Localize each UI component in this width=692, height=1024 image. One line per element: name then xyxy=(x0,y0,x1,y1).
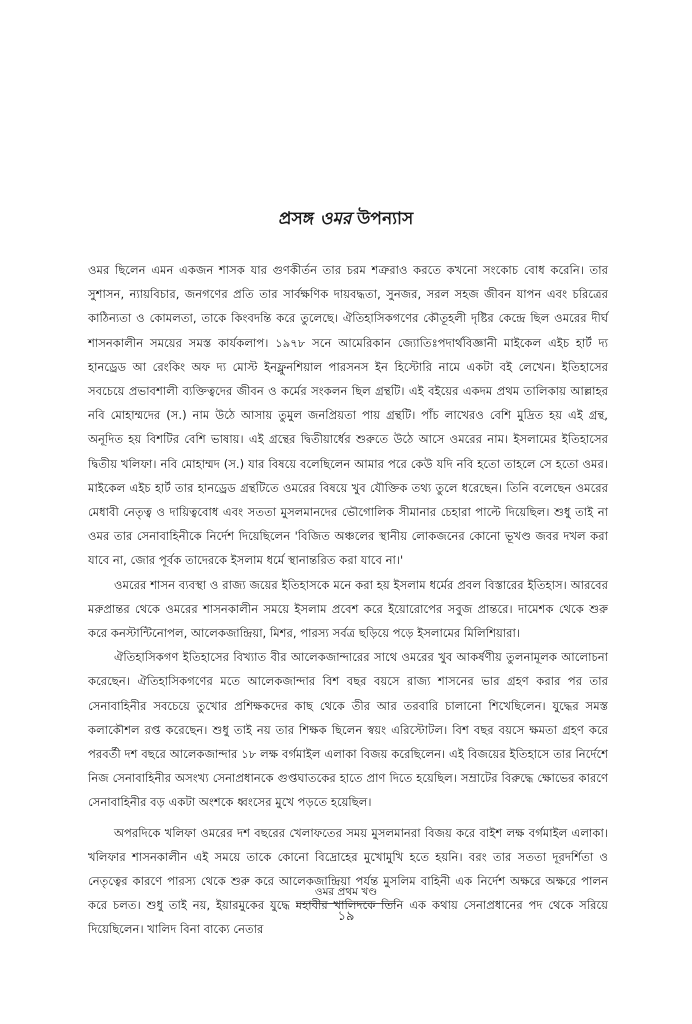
title-italic: ওমর xyxy=(319,209,352,229)
title-suffix: উপন্যাস xyxy=(357,209,414,229)
paragraph: অপরদিকে খলিফা ওমরের দশ বছরের খেলাফতের সময় মুসলমানরা বিজয় করে বাইশ লক্ষ বর্গমাইল এলাকা। খলিফার শাসনকালীন এই সময়ে তাকে কোনো বিদ্রোহের মুখোমুখি হতে হয়নি। বরং তার সততা দূরদর্শিতা ও নেতৃত্বের কারণে পারস্য থেকে শুরু করে আলেকজান্দ্রিয়া পর্যন্ত মুসলিম বাহিনী এক নির্দেশ অক্ষরে অক্ষরে পালন করে চলত। শুধু তাই নয়, ইয়ারমুকের যুদ্ধে মহাবীর খালিদকে তিনি এক কথায় সেনাপ্রধানের পদ থেকে সরিয়ে দিয়েছিলেন। খালিদ বিনা বাক্যে নেতার xyxy=(88,825,608,937)
body-text xyxy=(88,258,608,942)
paragraph: ঐতিহাসিকগণ ইতিহাসের বিখ্যাত বীর আলেকজান্দারের সাথে ওমরের খুব আকর্ষণীয় তুলনামূলক আলোচনা করেছেন। ঐতিহাসিকগণের মতে আলেকজান্দার বিশ বছর বয়সে রাজ্য শাসনের ভার গ্রহণ করার পর তার সেনাবাহিনীর সবচেয়ে তুখোর প্রশিক্ষকদের কাছ থেকে তীর আর তরবারি চালানো শিখেছিলেন। যুদ্ধের সমস্ত কলাকৌশল রপ্ত করেছেন। শুধু তাই নয় তার শিক্ষক ছিলেন স্বয়ং এরিস্টোটল। বিশ বছর বয়সে ক্ষমতা গ্রহণ করে পরবর্তী দশ বছরে আলেকজান্দার ১৮ লক্ষ বর্গমাইল এলাকা বিজয় করেছিলেন। এই বিজয়ের ইতিহাসে তার নির্দেশে নিজ সেনাবাহিনীর অসংখ্য সেনাপ্রধানকে গুপ্তঘাতকের হাতে প্রাণ দিতে হয়েছিল। সম্রাটের বিরুদ্ধে ক্ষোভের কারণে সেনাবাহিনীর বড় একটা অংশকে ধ্বংসের মুখে পড়তে হয়েছিল। xyxy=(88,650,608,810)
page-title xyxy=(0,206,692,234)
paragraph: ওমর ছিলেন এমন একজন শাসক যার গুণকীর্তন তার চরম শত্রুরাও করতে কখনো সংকোচ বোধ করেনি। তার সুশাসন, ন্যায়বিচার, জনগণের প্রতি তার সার্বক্ষণিক দায়বদ্ধতা, সুনজর, সরল সহজ জীবন যাপন এবং চরিত্রের কাঠিন্যতা ও কোমলতা, তাকে কিংবদন্তি করে তুলেছে। ঐতিহাসিকগণের কৌতূহলী দৃষ্টির কেন্দ্রে ছিল ওমরের দীর্ঘ শাসনকালীন সময়ের সমস্ত কার্যকলাপ। ১৯৭৮ সনে আমেরিকান জ্যোতিঃপদার্থবিজ্ঞানী মাইকেল এইচ হার্ট দ্য হানড্রেড আ রেংকিং অফ দ্য মোস্ট ইনফ্লুনশিয়াল পারসনস ইন হিস্টোরি নামে একটা বই লেখেন। ইতিহাসের সবচেয়ে প্রভাবশালী ব্যক্তিত্বদের জীবন ও কর্মের সংকলন ছিল গ্রন্থটি। এই বইয়ের একদম প্রথম তালিকায় আল্লাহর নবি মোহাম্মদের (স.) নাম উঠে আসায় তুমুল জনপ্রিয়তা পায় গ্রন্থটি। পাঁচ লাখেরও বেশি মুদ্রিত হয় এই গ্রন্থ, অনূদিত হয় বিশটির বেশি ভাষায়। এই গ্রন্থের দ্বিতীয়ার্ধের শুরুতে উঠে আসে ওমরের নাম। ইসলামের ইতিহাসের দ্বিতীয় খলিফা। নবি মোহাম্মদ (স.) যার বিষয়ে বলেছিলেন আমার পরে কেউ যদি নবি হতো তাহলে সে হতো ওমর। মাইকেল এইচ হার্ট তার হানড্রেড গ্রন্থটিতে ওমরের বিষয়ে খুব যৌক্তিক তথ্য তুলে ধরেছেন। তিনি বলেছেন ওমরের মেধাবী নেতৃত্ব ও দায়িত্ববোধ এবং সততা মুসলমানদের ভৌগোলিক সীমানার চেহারা পাল্টে দিয়েছিল। শুধু তাই না ওমর তার সেনাবাহিনীকে নির্দেশ দিয়েছিলেন 'বিজিত অঞ্চলের স্থানীয় লোকজনের কোনো ভূখণ্ড জবর দখল করা যাবে না, জোর পূর্বক তাদেরকে ইসলাম ধর্মে স্থানান্তরিত করা যাবে না।' xyxy=(88,263,608,568)
paragraph: ওমরের শাসন ব্যবস্থা ও রাজ্য জয়ের ইতিহাসকে মনে করা হয় ইসলাম ধর্মের প্রবল বিস্তারের ইতিহাস। আরবের মরুপ্রান্তর থেকে ওমরের শাসনকালীন সময়ে ইসলাম প্রবেশ করে ইয়োরোপের সবুজ প্রান্তরে। দামেশক থেকে শুরু করে কনস্টান্টিনোপল, আলেকজান্দ্রিয়া, মিশর, পারস্য সর্বত্র ছড়িয়ে পড়ে ইসলামের মিলিশিয়ারা। xyxy=(88,577,608,641)
running-footer-title: ওমর প্রথম খণ্ড xyxy=(314,886,378,898)
footer-divider xyxy=(296,903,396,904)
title-prefix: প্রসঙ্গ xyxy=(278,209,314,229)
page-number: ১৯ xyxy=(337,909,355,924)
